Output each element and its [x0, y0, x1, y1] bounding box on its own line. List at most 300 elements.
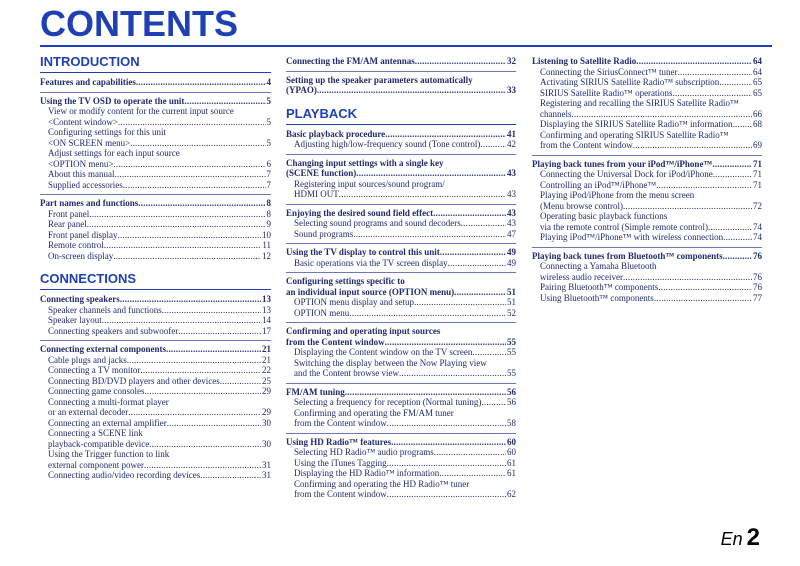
toc-subentry[interactable] — [40, 127, 271, 148]
toc-entry-text: Activating SIRIUS Satellite Radio™ subscription — [540, 77, 720, 87]
toc-entry-text: Remote control — [48, 240, 104, 250]
toc-page-number: 5 — [266, 95, 271, 106]
dot-leader — [127, 355, 261, 366]
dot-leader — [733, 119, 752, 130]
toc-entry-text: Adjust settings for each input source — [48, 148, 180, 158]
dot-leader — [433, 208, 506, 219]
toc-subentry[interactable] — [40, 470, 271, 481]
toc-page-number: 43 — [507, 189, 516, 199]
toc-entry-text: Operating basic playback functions — [540, 211, 668, 221]
toc-page-number: 77 — [753, 292, 762, 303]
toc-entry-text: Playing back tunes from Bluetooth™ components — [532, 250, 723, 261]
toc-entry-text: Using the Trigger function to link — [48, 449, 170, 459]
toc-entry-text: Supplied accessories — [48, 179, 123, 190]
toc-chapter-entry[interactable] — [286, 56, 516, 67]
toc-page-number: 25 — [262, 375, 271, 386]
dot-leader — [385, 129, 506, 140]
toc-page-number: 51 — [507, 297, 516, 307]
dot-leader — [104, 240, 262, 251]
toc-page-number: 71 — [753, 169, 762, 179]
page-number: 2 — [746, 524, 760, 551]
toc-entry-text: Basic operations via the TV screen display — [294, 257, 448, 268]
toc-subentry[interactable] — [40, 418, 271, 429]
toc-subentry[interactable] — [40, 305, 271, 316]
toc-subentry[interactable] — [40, 315, 271, 326]
dot-leader — [673, 88, 752, 99]
toc-entry-text: Cable plugs and jacks — [48, 354, 127, 365]
toc-subentry[interactable] — [286, 179, 516, 200]
toc-entry-text: an individual input source (OPTION menu) — [286, 286, 455, 297]
toc-page-number: 5 — [266, 116, 271, 127]
dot-leader — [220, 376, 261, 387]
toc-page-number: 43 — [507, 168, 516, 178]
toc-subentry[interactable] — [40, 180, 271, 191]
toc-entry-text: Features and capabilities — [40, 77, 136, 87]
toc-subentry[interactable] — [286, 447, 516, 458]
toc-entry-text: Connecting the FM/AM antennas — [286, 56, 415, 66]
toc-entry-text: <Content window> — [48, 116, 118, 127]
dot-leader — [658, 282, 752, 293]
dot-leader — [636, 56, 752, 67]
language-code: En — [720, 529, 743, 549]
toc-page-number: 71 — [753, 158, 762, 169]
toc-chapter-entry[interactable] — [286, 129, 516, 140]
toc-entry-text: Front panel display — [48, 229, 118, 240]
toc-entry-text: Connecting a TV monitor — [48, 365, 141, 375]
toc-page-number: 76 — [753, 282, 762, 292]
toc-entry-text: Registering input sources/sound program/ — [294, 178, 445, 189]
toc-entry-text: Using the TV OSD to operate the unit — [40, 95, 185, 106]
toc-page-number: 55 — [507, 368, 516, 378]
toc-chapter-entry[interactable] — [532, 247, 762, 262]
dot-leader — [144, 460, 261, 471]
toc-entry-text: Using the iTunes Tagging — [294, 457, 387, 468]
toc-entry-text: Configuring settings for this unit — [48, 127, 166, 137]
toc-page-number: 7 — [266, 169, 271, 179]
toc-page-number: 7 — [266, 179, 271, 190]
dot-leader — [113, 159, 265, 170]
toc-entry-text: <OPTION menu> — [48, 158, 114, 169]
toc-page-number: 62 — [507, 489, 516, 499]
dot-leader — [138, 198, 265, 209]
toc-entry-text: from the Content window — [294, 489, 387, 499]
dot-leader — [623, 272, 752, 283]
dot-leader — [113, 251, 261, 262]
toc-entry-text: OPTION menu — [294, 307, 350, 318]
toc-page-number: 64 — [753, 66, 762, 77]
dot-leader — [339, 189, 506, 200]
toc-page-number: 29 — [262, 407, 271, 417]
toc-page-number: 9 — [266, 219, 271, 229]
dot-leader — [317, 85, 506, 96]
toc-entry-text: Changing input settings with a single key — [286, 157, 444, 168]
toc-column-2 — [286, 52, 516, 500]
toc-page-number: 33 — [507, 85, 516, 95]
toc-page-number: 43 — [507, 207, 516, 218]
toc-entry-text: View or modify content for the current input source — [48, 106, 234, 116]
toc-chapter-entry[interactable] — [286, 383, 516, 398]
toc-page-number: 13 — [262, 304, 271, 315]
toc-subentry[interactable] — [286, 308, 516, 319]
toc-chapter-entry[interactable] — [40, 77, 271, 88]
dot-leader — [387, 489, 506, 500]
toc-page-number: 69 — [753, 140, 762, 150]
toc-chapter-entry[interactable] — [286, 322, 516, 347]
toc-chapter-entry[interactable] — [532, 155, 762, 170]
toc-chapter-entry[interactable] — [286, 154, 516, 179]
toc-page-number: 65 — [753, 87, 762, 98]
dot-leader — [387, 418, 506, 429]
toc-page-number: 4 — [266, 77, 271, 87]
toc-entry-text: Displaying the SIRIUS Satellite Radio™ information — [540, 119, 733, 129]
toc-page-number: 5 — [266, 137, 271, 148]
toc-page-number: 8 — [266, 208, 271, 219]
toc-entry-text: Selecting a frequency for reception (Normal tuning) — [294, 397, 482, 407]
toc-entry-text: Part names and functions — [40, 198, 139, 208]
dot-leader — [118, 117, 266, 128]
toc-subentry[interactable] — [286, 258, 516, 269]
dot-leader — [656, 180, 752, 191]
toc-page-number: 61 — [507, 468, 516, 478]
toc-subentry[interactable] — [40, 428, 271, 449]
toc-subentry[interactable] — [532, 67, 762, 78]
toc-page-number: 74 — [753, 232, 762, 242]
toc-entry-text: Connecting audio/video recording devices — [48, 470, 201, 480]
toc-subentry[interactable] — [40, 240, 271, 251]
toc-subentry[interactable] — [286, 408, 516, 429]
toc-subentry[interactable] — [532, 190, 762, 211]
toc-entry-text: Connecting a SCENE link — [48, 428, 143, 438]
dot-leader — [184, 96, 265, 107]
toc-page-number: 43 — [507, 218, 516, 228]
toc-entry-text: (SCENE function) — [286, 168, 357, 178]
toc-entry-text: Connecting speakers — [40, 294, 120, 304]
dot-leader — [439, 468, 506, 479]
toc-entry-text: Connecting the SiriusConnect™ tuner — [540, 66, 678, 77]
toc-page-number: 22 — [262, 365, 271, 375]
toc-entry-text: Basic playback procedure — [286, 128, 386, 139]
dot-leader — [162, 305, 261, 316]
dot-leader — [89, 209, 265, 220]
dot-leader — [136, 77, 266, 88]
dot-leader — [678, 67, 752, 78]
toc-entry-text: Playing iPod/iPhone from the menu screen — [540, 190, 695, 200]
toc-entry-text: OPTION menu display and setup — [294, 297, 414, 307]
toc-subentry[interactable] — [286, 297, 516, 308]
toc-entry-text: from the Content window — [294, 418, 387, 428]
toc-entry-text: wireless audio receiver — [540, 271, 623, 282]
dot-leader — [623, 201, 752, 212]
toc-page-number: 56 — [507, 397, 516, 407]
toc-page-number: 60 — [507, 447, 516, 457]
toc-page-number: 47 — [507, 228, 516, 239]
toc-page-number: 76 — [753, 271, 762, 282]
toc-entry-text: Front panel — [48, 208, 90, 219]
toc-subentry[interactable] — [286, 347, 516, 358]
toc-page-number: 14 — [262, 315, 271, 325]
toc-subentry[interactable] — [286, 139, 516, 150]
dot-leader — [200, 470, 261, 481]
toc-page-number: 30 — [262, 417, 271, 428]
toc-entry-text: Confirming and operating the HD Radio™ tuner — [294, 478, 470, 489]
toc-page-number: 21 — [262, 354, 271, 365]
toc-entry-text: Rear panel — [48, 219, 87, 229]
toc-page-number: 76 — [753, 250, 762, 261]
toc-chapter-entry[interactable] — [40, 92, 271, 107]
dot-leader — [713, 169, 752, 180]
toc-entry-text: About this manual — [48, 169, 115, 179]
toc-page-number: 52 — [507, 307, 516, 318]
toc-entry-text: SIRIUS Satellite Radio™ operations — [540, 87, 673, 98]
toc-page-number: 31 — [262, 459, 271, 470]
toc-entry-text: Connecting speakers and subwoofer — [48, 325, 179, 336]
toc-subentry[interactable] — [40, 251, 271, 262]
dot-leader — [712, 159, 752, 170]
toc-chapter-entry[interactable] — [286, 71, 516, 96]
dot-leader — [166, 344, 261, 355]
toc-entry-text: Connecting the Universal Dock for iPod/iPhone — [540, 169, 713, 179]
dot-leader — [345, 387, 506, 398]
dot-leader — [480, 139, 506, 150]
dot-leader — [349, 308, 506, 319]
toc-entry-text: Using the TV display to control this unit — [286, 247, 440, 257]
section-heading: INTRODUCTION — [40, 52, 271, 73]
dot-leader — [723, 232, 752, 243]
toc-page-number: 55 — [507, 347, 516, 357]
toc-subentry[interactable] — [532, 119, 762, 130]
toc-subentry[interactable] — [40, 230, 271, 241]
toc-entry-text: Playing iPod™/iPhone™ with wireless connection — [540, 232, 724, 242]
dot-leader — [434, 447, 506, 458]
toc-chapter-entry[interactable] — [40, 194, 271, 209]
toc-entry-text: Connecting game consoles — [48, 386, 145, 396]
dot-leader — [353, 229, 506, 240]
toc-entry-text: from the Content window — [540, 140, 633, 150]
toc-page-number: 13 — [262, 294, 271, 304]
toc-chapter-entry[interactable] — [286, 204, 516, 219]
dot-leader — [448, 258, 506, 269]
toc-entry-text: Registering and recalling the SIRIUS Satellite Radio™ — [540, 98, 739, 108]
toc-entry-text: Confirming and operating the FM/AM tuner — [294, 407, 454, 418]
toc-entry-text: from the Content window — [286, 336, 385, 347]
dot-leader — [723, 251, 752, 262]
toc-entry-text: Using HD Radio™ features — [286, 436, 392, 447]
toc-entry-text: Playing back tunes from your iPod™/iPhone™ — [532, 158, 713, 169]
toc-entry-text: On-screen display — [48, 250, 114, 261]
toc-entry-text: Listening to Satellite Radio — [532, 56, 637, 66]
toc-subentry[interactable] — [286, 397, 516, 408]
toc-page-number: 41 — [507, 128, 516, 139]
toc-page-number: 58 — [507, 418, 516, 428]
dot-leader — [472, 347, 506, 358]
toc-page-number: 10 — [262, 229, 271, 240]
toc-subentry[interactable] — [532, 98, 762, 119]
dot-leader — [178, 326, 261, 337]
toc-chapter-entry[interactable] — [40, 294, 271, 305]
toc-page-number: 55 — [507, 336, 516, 347]
toc-page-number: 29 — [262, 386, 271, 396]
toc-page-number: 6 — [266, 158, 271, 169]
dot-leader — [120, 294, 261, 305]
dot-leader — [87, 219, 266, 230]
toc-subentry[interactable] — [40, 148, 271, 169]
toc-entry-text: channels — [540, 108, 572, 119]
dot-leader — [123, 180, 266, 191]
toc-chapter-entry[interactable] — [286, 272, 516, 297]
toc-page-number: 12 — [262, 250, 271, 261]
toc-entry-text: or an external decoder — [48, 407, 129, 417]
toc-subentry[interactable] — [532, 293, 762, 304]
toc-entry-text: Switching the display between the Now Playing view — [294, 357, 487, 368]
toc-column-1 — [40, 52, 271, 481]
dot-leader — [140, 365, 261, 376]
dot-leader — [387, 458, 506, 469]
toc-page-number: 65 — [753, 77, 762, 87]
toc-subentry[interactable] — [532, 261, 762, 282]
toc-subentry[interactable] — [286, 479, 516, 500]
toc-entry-text: Connecting BD/DVD players and other devices — [48, 375, 220, 386]
toc-subentry[interactable] — [532, 169, 762, 180]
toc-subentry[interactable] — [286, 229, 516, 240]
toc-entry-text: Enjoying the desired sound field effect — [286, 207, 434, 218]
toc-column-3 — [532, 52, 762, 303]
toc-subentry[interactable] — [40, 209, 271, 220]
toc-subentry[interactable] — [40, 397, 271, 418]
toc-entry-text: and the Content browse view — [294, 368, 399, 378]
toc-page-number: 60 — [507, 436, 516, 447]
toc-subentry[interactable] — [532, 282, 762, 293]
dot-leader — [118, 230, 262, 241]
toc-entry-text: Connecting a Yamaha Bluetooth — [540, 261, 657, 271]
toc-entry-text: Using Bluetooth™ components — [540, 292, 654, 303]
toc-subentry[interactable] — [40, 365, 271, 376]
dot-leader — [167, 418, 261, 429]
toc-chapter-entry[interactable] — [40, 340, 271, 355]
toc-entry-text: Pairing Bluetooth™ components — [540, 282, 659, 292]
toc-entry-text: Speaker channels and functions — [48, 304, 162, 315]
toc-subentry[interactable] — [286, 458, 516, 469]
toc-entry-text: (Menu browse control) — [540, 200, 623, 211]
dot-leader — [115, 169, 266, 180]
toc-subentry[interactable] — [40, 169, 271, 180]
toc-entry-text: external component power — [48, 459, 144, 470]
toc-subentry[interactable] — [40, 376, 271, 387]
toc-entry-text: Confirming and operating SIRIUS Satellite Radio™ — [540, 129, 729, 140]
dot-leader — [144, 386, 261, 397]
toc-subentry[interactable] — [40, 386, 271, 397]
toc-page-number: 71 — [753, 179, 762, 190]
toc-page-number: 21 — [262, 344, 271, 354]
toc-subentry[interactable] — [40, 106, 271, 127]
dot-leader — [399, 368, 506, 379]
toc-subentry[interactable] — [40, 355, 271, 366]
toc-subentry[interactable] — [286, 218, 516, 229]
toc-page-number: 66 — [753, 108, 762, 119]
toc-entry-text: Controlling an iPod™/iPhone™ — [540, 179, 657, 190]
toc-subentry[interactable] — [286, 358, 516, 379]
toc-entry-text: HDMI OUT — [294, 189, 339, 199]
toc-chapter-entry[interactable] — [286, 433, 516, 448]
toc-page-number: 17 — [262, 325, 271, 336]
dot-leader — [708, 222, 752, 233]
toc-entry-text: Configuring settings specific to — [286, 276, 405, 286]
dot-leader — [461, 218, 506, 229]
toc-page-number: 74 — [753, 221, 762, 232]
dot-leader — [481, 397, 506, 408]
toc-entry-text: playback-compatible device — [48, 438, 150, 449]
toc-subentry[interactable] — [532, 77, 762, 88]
toc-entry-text: Sound programs — [294, 228, 354, 239]
dot-leader — [633, 140, 752, 151]
dot-leader — [454, 287, 506, 298]
toc-chapter-entry[interactable] — [286, 243, 516, 258]
toc-page-number: 31 — [262, 470, 271, 480]
toc-entry-text: Adjusting high/low-frequency sound (Tone control) — [294, 139, 481, 149]
toc-subentry[interactable] — [40, 219, 271, 230]
toc-chapter-entry[interactable] — [532, 56, 762, 67]
toc-entry-text: Setting up the speaker parameters automatically — [286, 74, 473, 85]
page-title: CONTENTS — [40, 3, 238, 44]
dot-leader — [391, 437, 506, 448]
toc-page-number: 11 — [262, 240, 271, 250]
toc-page-number: 49 — [507, 247, 516, 257]
toc-subentry[interactable] — [286, 468, 516, 479]
section-heading: PLAYBACK — [286, 104, 516, 125]
dot-leader — [130, 138, 265, 149]
toc-subentry[interactable] — [40, 326, 271, 337]
dot-leader — [719, 77, 752, 88]
section-heading: CONNECTIONS — [40, 269, 271, 290]
title-rule — [40, 45, 772, 47]
toc-entry-text: Connecting an external amplifier — [48, 417, 167, 428]
toc-page-number: 56 — [507, 386, 516, 397]
page-footer — [721, 524, 760, 552]
toc-entry-text: Connecting external components — [40, 344, 166, 354]
dot-leader — [654, 293, 752, 304]
dot-leader — [572, 109, 753, 120]
toc-page-number: 61 — [507, 457, 516, 468]
toc-page-number: 64 — [753, 56, 762, 66]
toc-entry-text: FM/AM tuning — [286, 386, 345, 397]
toc-entry-text: (YPAO) — [286, 85, 317, 95]
toc-entry-text: via the remote control (Simple remote control) — [540, 221, 708, 232]
toc-page-number: 68 — [753, 119, 762, 129]
toc-subentry[interactable] — [532, 232, 762, 243]
toc-entry-text: Selecting sound programs and sound decoders — [294, 218, 461, 228]
toc-entry-text: Displaying the HD Radio™ information — [294, 468, 440, 478]
toc-page-number: 42 — [507, 139, 516, 149]
dot-leader — [385, 337, 506, 348]
toc-subentry[interactable] — [532, 180, 762, 191]
toc-entry-text: Confirming and operating input sources — [286, 326, 441, 336]
toc-subentry[interactable] — [532, 88, 762, 99]
toc-entry-text: Selecting HD Radio™ audio programs — [294, 447, 434, 457]
toc-entry-text: <ON SCREEN menu> — [48, 137, 131, 148]
toc-page-number: 32 — [507, 56, 516, 66]
toc-page-number: 49 — [507, 257, 516, 268]
toc-entry-text: Displaying the Content window on the TV screen — [294, 347, 473, 357]
toc-entry-text: Speaker layout — [48, 315, 102, 325]
toc-page-number: 30 — [262, 438, 271, 449]
toc-subentry[interactable] — [40, 449, 271, 470]
dot-leader — [440, 247, 506, 258]
dot-leader — [149, 439, 261, 450]
toc-subentry[interactable] — [532, 130, 762, 151]
dot-leader — [356, 168, 506, 179]
dot-leader — [415, 56, 506, 67]
dot-leader — [414, 297, 506, 308]
toc-subentry[interactable] — [532, 211, 762, 232]
